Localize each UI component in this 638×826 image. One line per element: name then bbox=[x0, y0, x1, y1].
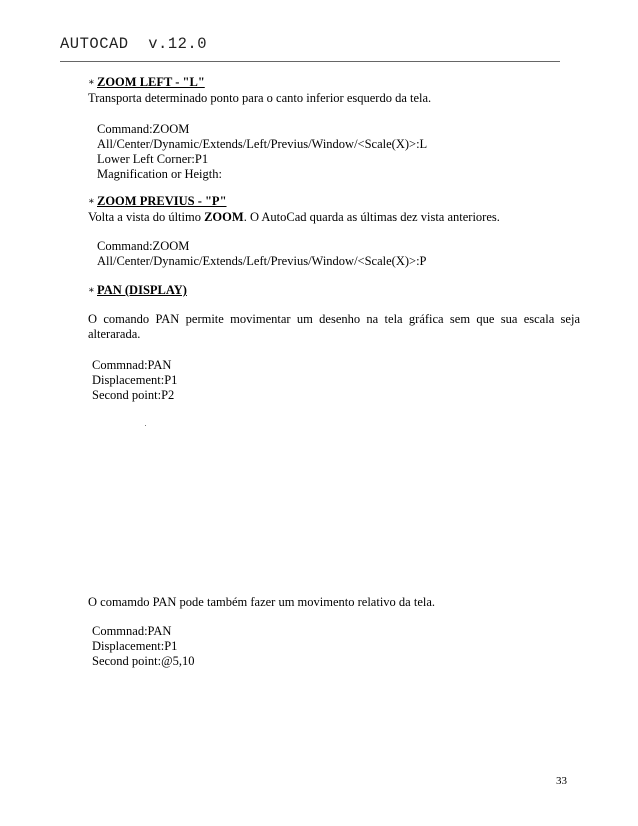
zoom-left-description: Transporta determinado ponto para o canto inferior esquerdo da tela. bbox=[88, 91, 432, 105]
zoom-previus-description bbox=[88, 210, 500, 225]
command-line: Commnad:PAN bbox=[92, 624, 172, 638]
desc-bold-text: ZOOM bbox=[204, 210, 244, 224]
bullet-icon: ∗ bbox=[88, 196, 95, 207]
document-header-title: AUTOCAD v.12.0 bbox=[60, 35, 208, 53]
command-line: All/Center/Dynamic/Extends/Left/Previus/Window/<Scale(X)>:P bbox=[97, 254, 427, 268]
heading-text: ZOOM PREVIUS - "P" bbox=[97, 194, 227, 208]
heading-text: ZOOM LEFT - "L" bbox=[97, 75, 205, 89]
command-line: Second point:P2 bbox=[92, 388, 175, 402]
pan-relative-description: O comamdo PAN pode também fazer um movimento relativo da tela. bbox=[88, 595, 436, 609]
header-rule bbox=[60, 61, 560, 62]
desc-text: . O AutoCad quarda as últimas dez vista anteriores. bbox=[243, 210, 500, 224]
bullet-icon: ∗ bbox=[88, 285, 95, 296]
section-heading-zoom-previus bbox=[88, 194, 227, 209]
command-line: Magnification or Heigth: bbox=[97, 167, 222, 181]
command-line: Command:ZOOM bbox=[97, 122, 190, 136]
bullet-icon: ∗ bbox=[88, 77, 95, 88]
command-line: Commnad:PAN bbox=[92, 358, 172, 372]
command-line: All/Center/Dynamic/Extends/Left/Previus/Window/<Scale(X)>:L bbox=[97, 137, 428, 151]
pan-description: O comando PAN permite movimentar um desenho na tela gráfica sem que sua escala seja alterarada. bbox=[88, 312, 580, 341]
command-line: Command:ZOOM bbox=[97, 239, 190, 253]
page-number: 33 bbox=[556, 775, 567, 787]
desc-text: Volta a vista do último bbox=[88, 210, 205, 224]
section-heading-zoom-left bbox=[88, 75, 205, 90]
stray-dot bbox=[145, 425, 146, 426]
command-line: Lower Left Corner:P1 bbox=[97, 152, 209, 166]
command-line: Displacement:P1 bbox=[92, 373, 178, 387]
command-line: Second point:@5,10 bbox=[92, 654, 195, 668]
command-line: Displacement:P1 bbox=[92, 639, 178, 653]
section-heading-pan bbox=[88, 283, 187, 298]
heading-text: PAN (DISPLAY) bbox=[97, 283, 187, 297]
